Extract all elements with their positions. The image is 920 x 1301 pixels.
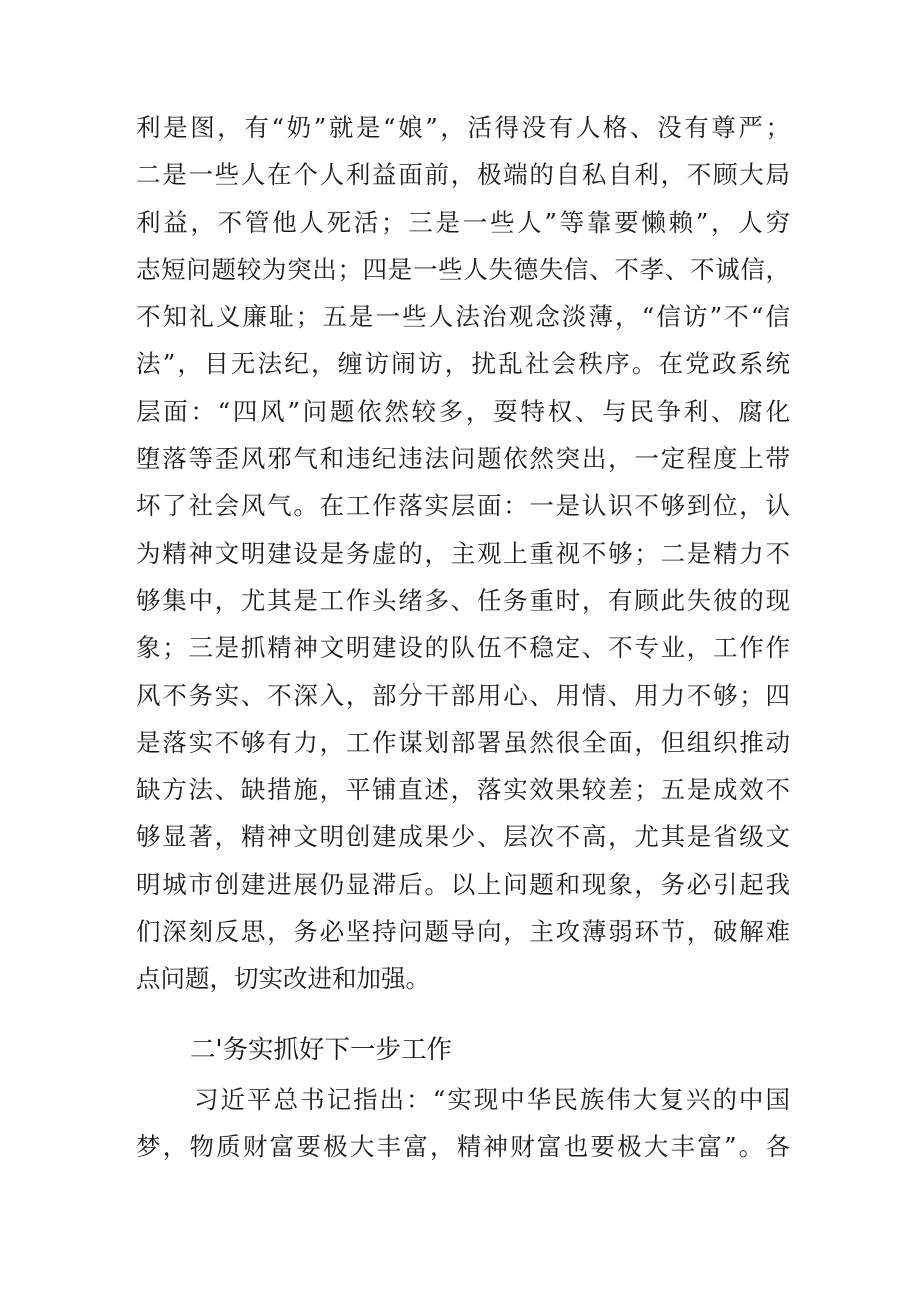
section-heading: 二'务实抓好下一步工作 [190, 1035, 453, 1065]
text-line: 够集中，尤其是工作头绪多、任务重时，有顾此失彼的现 [136, 585, 790, 615]
text-line: 利是图，有“奶”就是“娘”，活得没有人格、没有尊严； [136, 113, 790, 142]
text-line: 点问题，切实改进和加强。 [136, 964, 430, 994]
text-line: 缺方法、缺措施，平铺直述，落实效果较差；五是成效不 [136, 775, 790, 805]
paragraph-1 [136, 104, 790, 1003]
text-line: 层面：“四风”问题依然较多，耍特权、与民争利、腐化 [136, 396, 790, 426]
text-line: 风不务实、不深入，部分干部用心、用情、用力不够；四 [136, 680, 790, 710]
text-line: 们深刻反思，务必坚持问题导向，主攻薄弱环节，破解难 [136, 917, 790, 947]
text-line: 习近平总书记指出：“实现中华民族伟大复兴的中国 [194, 1085, 790, 1114]
text-line: 法”，目无法纪，缠访闹访，扰乱社会秩序。在党政系统 [136, 349, 790, 379]
paragraph-2 [136, 1076, 790, 1171]
text-line: 堕落等歪风邪气和违纪违法问题依然突出，一定程度上带 [136, 444, 790, 474]
text-line: 梦，物质财富要极大丰富，精神财富也要极大丰富”。各 [136, 1132, 790, 1162]
text-line: 象；三是抓精神文明建设的队伍不稳定、不专业，工作作 [136, 633, 790, 663]
text-line: 志短问题较为突出；四是一些人失德失信、不孝、不诚信， [136, 254, 790, 284]
text-line: 不知礼义廉耻；五是一些人法治观念淡薄，“信访”不“信 [136, 302, 790, 332]
text-line: 够显著，精神文明创建成果少、层次不高，尤其是省级文 [136, 822, 790, 852]
text-line: 坏了社会风气。在工作落实层面：一是认识不够到位，认 [136, 491, 790, 521]
text-line: 二是一些人在个人利益面前，极端的自私自利，不顾大局 [136, 160, 790, 190]
text-line: 明城市创建进展仍显滞后。以上问题和现象，务必引起我 [136, 869, 790, 899]
text-line: 是落实不够有力，工作谋划部署虽然很全面，但组织推动 [136, 727, 790, 757]
text-line: 利益，不管他人死活；三是一些人”等靠要懒赖”，人穷 [136, 207, 790, 237]
text-line: 为精神文明建设是务虚的，主观上重视不够；二是精力不 [136, 538, 790, 568]
